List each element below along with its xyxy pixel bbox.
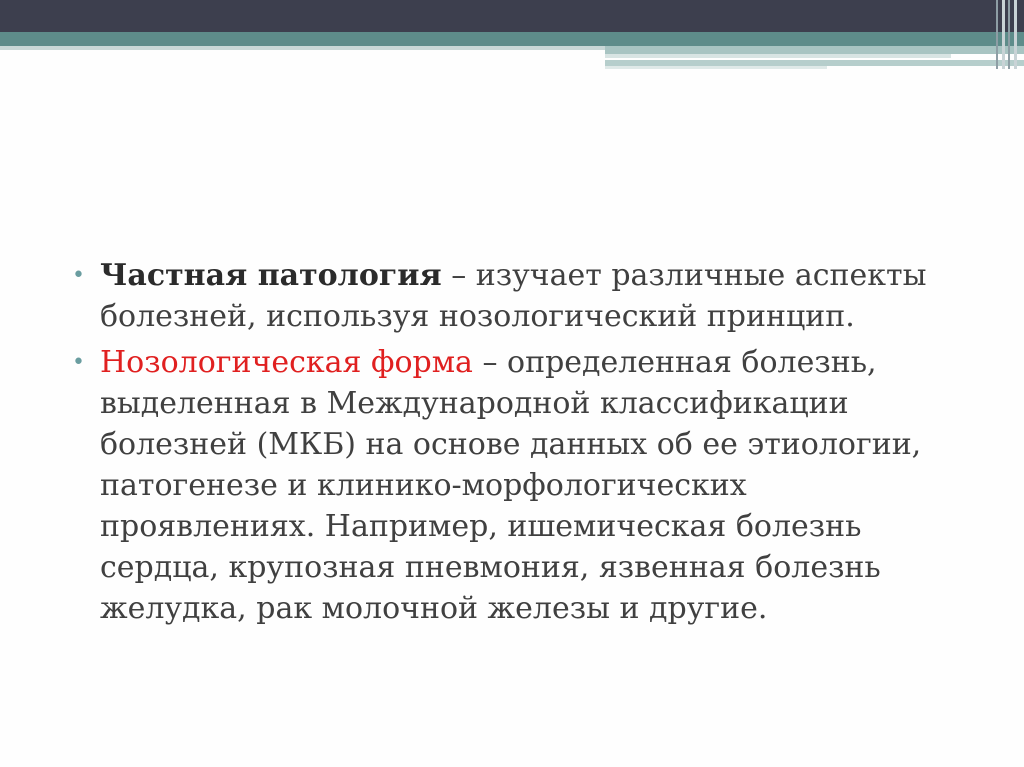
header-light-band	[0, 46, 605, 50]
header-stripe	[1014, 0, 1017, 69]
header-stripe	[1008, 0, 1010, 69]
bullet-term: Нозологическая форма	[100, 345, 473, 380]
bullet-text: – определенная болезнь, выделенная в Международной классификации болезней (МКБ) на основе данных об ее этиологии, патогенезе и клинико-морфологических проявлениях. Например, ишемическая болезнь сердца, крупозная пневмония, язвенная болезнь желудка, рак молочной железы и другие.	[100, 345, 922, 626]
bullet-marker-icon: •	[72, 350, 85, 375]
header-stripe	[1002, 0, 1005, 69]
bullet-term: Частная патология	[100, 258, 442, 293]
header-teal-band	[0, 32, 1024, 46]
header-stripe	[996, 0, 998, 69]
header-dark-band	[0, 0, 1024, 32]
bullet-item-private-pathology	[72, 255, 952, 337]
slide-body	[72, 255, 952, 634]
header-accent-bar	[605, 66, 827, 69]
header-accent-bar	[605, 54, 951, 58]
header-accent-bar	[605, 46, 1024, 54]
bullet-text: – изучает различные аспекты болезней, используя нозологический принцип.	[100, 258, 927, 334]
bullet-item-nosological-form	[72, 342, 952, 629]
bullet-marker-icon: •	[72, 263, 85, 288]
